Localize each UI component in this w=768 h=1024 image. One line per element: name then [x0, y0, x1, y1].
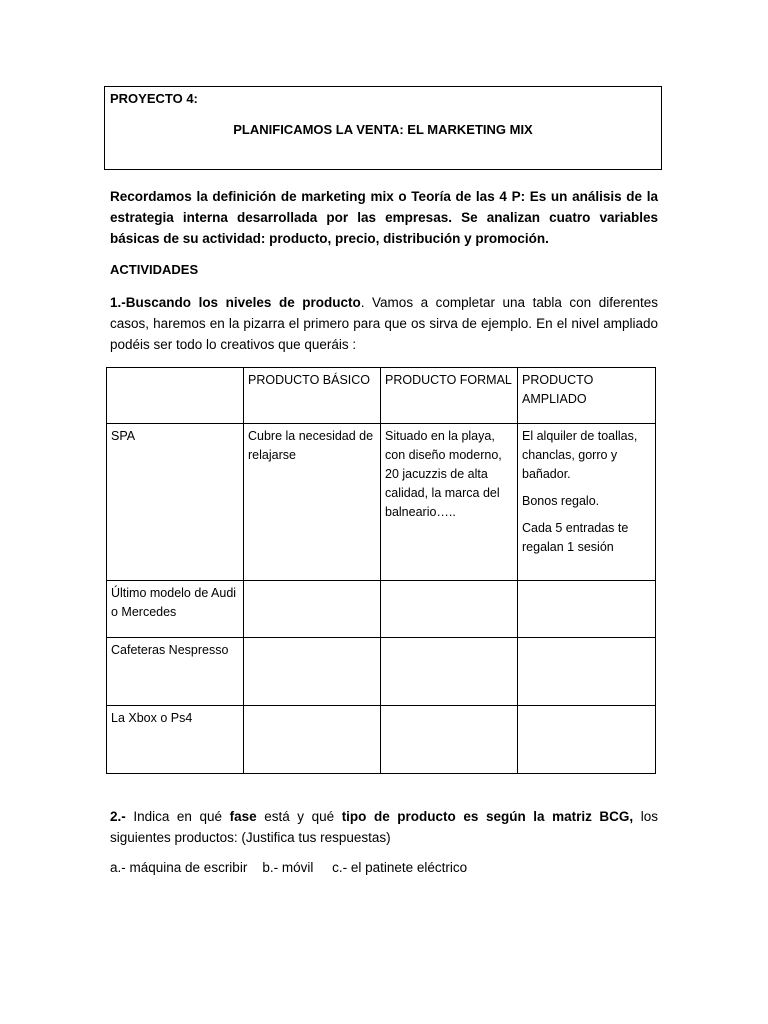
question-2	[110, 806, 658, 848]
cell-basic: Cubre la necesidad de relajarse	[244, 424, 381, 581]
cell-formal: Situado en la playa, con diseño moderno, 20 jacuzzis de alta calidad, la marca del balneario…..	[381, 424, 518, 581]
row-label: La Xbox o Ps4	[107, 706, 244, 774]
intro-paragraph: Recordamos la definición de marketing mix o Teoría de las 4 P: Es un análisis de la estrategia interna desarrollada por las empresas. Se analizan cuatro variables básicas de su actividad: producto, precio, distribución y promoción.	[110, 189, 658, 246]
question-1-text: . Vamos a completar una tabla con diferentes casos, haremos en la pizarra el primero para que os sirva de ejemplo. En el nivel ampliado podéis ser todo lo creativos que queráis :	[110, 295, 659, 352]
activities-heading: ACTIVIDADES	[110, 262, 199, 277]
question-1-lead: 1.-Buscando los niveles de producto	[110, 295, 361, 310]
table-row	[107, 638, 656, 706]
table-row	[107, 424, 656, 581]
extended-item: El alquiler de toallas, chanclas, gorro y bañador.	[522, 429, 638, 481]
question-1	[110, 292, 658, 355]
question-2-emphasis: fase	[229, 809, 257, 824]
cell-basic	[244, 706, 381, 774]
question-2-number: 2.-	[110, 809, 126, 824]
row-label: Cafeteras Nespresso	[107, 638, 244, 706]
question-2-emphasis: tipo de producto es según la matriz BCG,	[341, 809, 634, 824]
cell-basic	[244, 638, 381, 706]
cell-extended	[518, 581, 656, 638]
row-label: SPA	[107, 424, 244, 581]
question-2-text: los siguientes productos: (Justifica tus respuestas)	[110, 809, 658, 845]
extended-item: Bonos regalo.	[522, 494, 600, 508]
cell-basic	[244, 581, 381, 638]
product-levels-table	[106, 367, 656, 774]
cell-formal	[381, 581, 518, 638]
table-row	[107, 706, 656, 774]
table-header-cell: PRODUCTO BÁSICO	[244, 368, 381, 424]
cell-extended	[518, 424, 656, 581]
project-title: PLANIFICAMOS LA VENTA: EL MARKETING MIX	[233, 122, 533, 137]
table-header-cell	[107, 368, 244, 424]
question-2-text: está y qué	[256, 809, 342, 824]
table-header-cell: PRODUCTO FORMAL	[381, 368, 518, 424]
table-header-cell: PRODUCTO AMPLIADO	[518, 368, 656, 424]
row-label: Último modelo de Audi o Mercedes	[107, 581, 244, 638]
question-2-text: Indica en qué	[125, 809, 230, 824]
extended-item: Cada 5 entradas te regalan 1 sesión	[522, 521, 629, 554]
project-header-box	[104, 86, 662, 170]
cell-extended	[518, 638, 656, 706]
project-number: PROYECTO 4:	[110, 91, 198, 106]
table-row	[107, 581, 656, 638]
cell-formal	[381, 706, 518, 774]
question-2-options: a.- máquina de escribir b.- móvil c.- el patinete eléctrico	[110, 860, 468, 875]
cell-extended	[518, 706, 656, 774]
cell-formal	[381, 638, 518, 706]
table-header-row	[107, 368, 656, 424]
